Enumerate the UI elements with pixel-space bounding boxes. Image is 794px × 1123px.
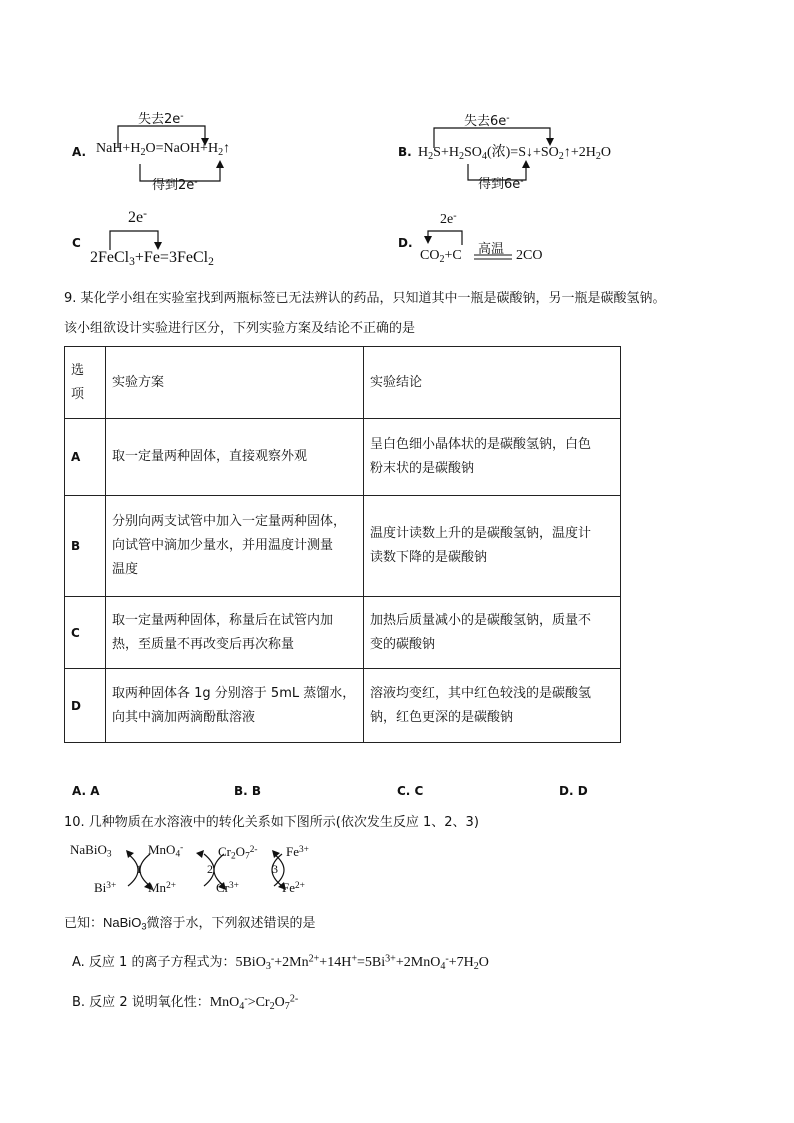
q10-option-a[interactable]: A. 反应 1 的离子方程式为：$5BiO_3^-+2Mn^{2+}+14H^+=5Bi^{3+}+2MnO_4^-+7H_2O$ <box>72 953 489 972</box>
q9-stem-line2: 该小组欲设计实验进行区分，下列实验方案及结论不正确的是 <box>64 321 416 336</box>
q8d-condition: 高温 <box>478 242 505 257</box>
row-plan: 分别向两支试管中加入一定量两种固体， 向试管中滴加少量水，并用温度计测量 温度 <box>106 496 364 597</box>
bi3-label: $Bi^{3+}$ <box>94 880 117 895</box>
table-row <box>65 496 621 597</box>
row-conclusion: 呈白色细小晶体状的是碳酸氢钠，白色 粉末状的是碳酸钠 <box>364 419 621 496</box>
q8b-bottom-note: 得到6e- <box>478 175 524 192</box>
q10-option-b-equation: $MnO_4^->Cr_2O_7^{2-}$ <box>209 993 299 1012</box>
table-header-row <box>65 347 621 419</box>
q9-table <box>64 346 621 743</box>
q10-cycle-diagram <box>66 840 326 900</box>
q8d-eq-left: $CO_2+C$ <box>420 248 462 265</box>
row-plan: 取一定量两种固体，直接观察外观 <box>106 419 364 496</box>
cr2o7-label: $Cr_2O_7^{2-}$ <box>218 844 258 862</box>
q10-option-b[interactable]: B. 反应 2 说明氧化性：$MnO_4^->Cr_2O_7^{2-}$ <box>72 993 299 1012</box>
row-plan: 取两种固体各 1g 分别溶于 5mL 蒸馏水， 向其中滴加两滴酚酞溶液 <box>106 669 364 743</box>
fe2-label: $Fe^{2+}$ <box>282 880 305 895</box>
q8a-bottom-note: 得到2e- <box>152 176 198 193</box>
q10-option-a-equation: $5BiO_3^-+2Mn^{2+}+14H^+=5Bi^{3+}+2MnO_4^-+7H_2O$ <box>235 953 489 972</box>
q8d-eq-right: 2CO <box>516 248 543 263</box>
q8-option-c <box>72 205 372 280</box>
header-option: 选 项 <box>65 347 106 419</box>
reaction-number-2: 2 <box>207 862 213 876</box>
q8b-label: B. <box>398 145 412 159</box>
table-row <box>65 669 621 743</box>
nabio3-label: NaBiO$_3$ <box>70 842 112 860</box>
q8b-equation: $H_2S+H_2SO_4$(浓)$=S↓+SO_2↑+2H_2O$ <box>418 145 612 162</box>
q8-option-d <box>398 205 648 280</box>
q8a-top-note: 失去2e- <box>138 110 184 127</box>
q8a-equation: $NaH+H_2O=NaOH+H_2↑$ <box>96 141 231 158</box>
cr3-label: $Cr^{3+}$ <box>216 880 239 895</box>
q8b-top-note: 失去6e- <box>464 112 510 129</box>
q8d-label: D. <box>398 236 413 250</box>
reaction-number-3: 3 <box>272 862 278 876</box>
table-row <box>65 419 621 496</box>
row-conclusion: 温度计读数上升的是碳酸氢钠，温度计 读数下降的是碳酸钠 <box>364 496 621 597</box>
fe3-label: $Fe^{3+}$ <box>286 844 309 859</box>
row-conclusion: 溶液均变红，其中红色较浅的是碳酸氢 钠，红色更深的是碳酸钠 <box>364 669 621 743</box>
q9-stem-line1: 9. 某化学小组在实验室找到两瓶标签已无法辨认的药品，只知道其中一瓶是碳酸钠，另一瓶是碳酸氢钠。 <box>64 291 666 306</box>
q8a-label: A. <box>72 145 87 159</box>
q8c-electron-arrow <box>72 205 372 280</box>
q9-option-a[interactable]: A. A <box>72 784 100 798</box>
row-conclusion: 加热后质量减小的是碳酸氢钠，质量不 变的碳酸钠 <box>364 597 621 669</box>
q10-stem: 10. 几种物质在水溶液中的转化关系如下图所示(依次发生反应 1、2、3) <box>64 815 479 830</box>
row-option: D <box>65 669 106 743</box>
q8d-note: 2e- <box>440 210 457 227</box>
reaction-number-1: 1 <box>136 862 142 876</box>
q9-option-d[interactable]: D. D <box>559 784 588 798</box>
q8c-label: C <box>72 236 81 250</box>
row-option: C <box>65 597 106 669</box>
q10-known: 已知：NaBiO$_3$微溶于水，下列叙述错误的是 <box>64 915 316 932</box>
row-option: B <box>65 496 106 597</box>
q8d-electron-arrow <box>398 205 648 280</box>
header-conclusion: 实验结论 <box>364 347 621 419</box>
q8-option-a <box>72 108 372 193</box>
header-plan: 实验方案 <box>106 347 364 419</box>
table-row <box>65 597 621 669</box>
q9-option-c[interactable]: C. C <box>397 784 424 798</box>
mno4-label: MnO$_4$- <box>148 842 184 860</box>
q8-option-b <box>398 108 728 193</box>
mn2-label: $Mn^{2+}$ <box>148 880 177 895</box>
q8c-equation: 2FeCl$_3$+Fe=3FeCl$_2$ <box>90 249 214 269</box>
q8c-note: 2e- <box>128 207 147 226</box>
q9-option-b[interactable]: B. B <box>234 784 262 798</box>
row-plan: 取一定量两种固体，称量后在试管内加 热，至质量不再改变后再次称量 <box>106 597 364 669</box>
row-option: A <box>65 419 106 496</box>
